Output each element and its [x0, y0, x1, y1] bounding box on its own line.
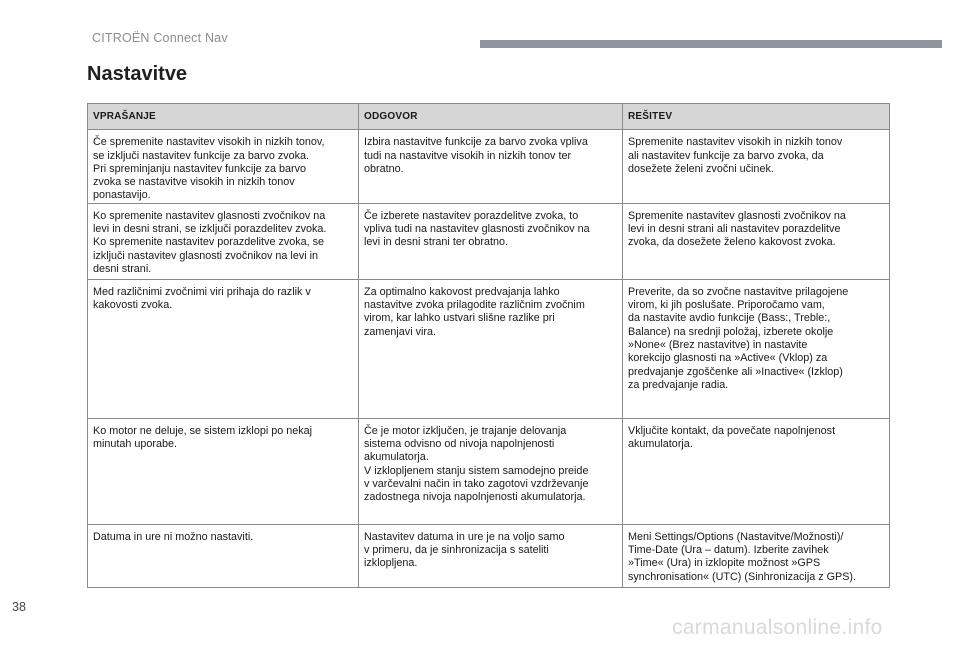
column-header-solution: REŠITEV — [623, 104, 890, 130]
question-cell: Ko spremenite nastavitev glasnosti zvočnikov na levi in desni strani, se izključi porazdelitev zvoka. Ko spremenite nastavitev porazdelitve zvoka, se izključi nastavitev glasnosti zvočnikov na levi in desni strani. — [88, 203, 359, 279]
table-header-row — [88, 104, 890, 130]
table-row — [88, 279, 890, 418]
solution-cell: Vključite kontakt, da povečate napolnjenost akumulatorja. — [623, 418, 890, 524]
answer-cell: Za optimalno kakovost predvajanja lahko nastavitve zvoka prilagodite različnim zvočnim virom, kar lahko ustvari slišne razlike pri zamenjavi vira. — [359, 279, 623, 418]
column-header-question: VPRAŠANJE — [88, 104, 359, 130]
watermark: carmanualsonline.info — [672, 616, 883, 639]
solution-cell: Spremenite nastavitev visokih in nizkih tonov ali nastavitev funkcije za barvo zvoka, da dosežete želeni zvočni učinek. — [623, 130, 890, 203]
column-header-answer: ODGOVOR — [359, 104, 623, 130]
question-cell: Če spremenite nastavitev visokih in nizkih tonov, se izključi nastavitev funkcije za barvo zvoka. Pri spreminjanju nastavitev funkcije za barvo zvoka se nastavitve visokih in nizkih tonov ponastavijo. — [88, 130, 359, 203]
table-row — [88, 524, 890, 587]
answer-cell: Če izberete nastavitev porazdelitve zvoka, to vpliva tudi na nastavitev glasnosti zvočnikov na levi in desni strani ter obratno. — [359, 203, 623, 279]
table-row — [88, 418, 890, 524]
answer-cell: Izbira nastavitve funkcije za barvo zvoka vpliva tudi na nastavitve visokih in nizkih tonov ter obratno. — [359, 130, 623, 203]
solution-cell: Meni Settings/Options (Nastavitve/Možnosti)/ Time-Date (Ura – datum). Izberite zavihek »Time« (Ura) in izklopite možnost »GPS synchronisation« (UTC) (Sinhronizacija z GPS). — [623, 524, 890, 587]
solution-cell: Spremenite nastavitev glasnosti zvočnikov na levi in desni strani ali nastavitev porazdelitve zvoka, da dosežete želeno kakovost zvoka. — [623, 203, 890, 279]
table-row — [88, 203, 890, 279]
troubleshooting-table — [87, 103, 890, 588]
question-cell: Ko motor ne deluje, se sistem izklopi po nekaj minutah uporabe. — [88, 418, 359, 524]
header-bar — [480, 40, 942, 48]
section-title: Nastavitve — [87, 63, 188, 85]
question-cell: Datuma in ure ni možno nastaviti. — [88, 524, 359, 587]
solution-cell: Preverite, da so zvočne nastavitve prilagojene virom, ki jih poslušate. Priporočamo vam, da nastavite avdio funkcije (Bass:, Treble:, Balance) na srednji položaj, izberete okolje »None« (Brez nastavitve) in nastavite korekcijo glasnosti na »Active« (Vklop) za predvajanje zgoščenke ali »Inactive« (Izklop) za predvajanje radia. — [623, 279, 890, 418]
answer-cell: Če je motor izključen, je trajanje delovanja sistema odvisno od nivoja napolnjenosti akumulatorja. V izklopljenem stanju sistem samodejno preide v varčevalni način in tako zagotovi vzdrževanje zadostnega nivoja napolnjenosti akumulatorja. — [359, 418, 623, 524]
page-number: 38 — [12, 600, 26, 614]
header-title: CITROËN Connect Nav — [92, 31, 228, 45]
answer-cell: Nastavitev datuma in ure je na voljo samo v primeru, da je sinhronizacija s sateliti izklopljena. — [359, 524, 623, 587]
question-cell: Med različnimi zvočnimi viri prihaja do razlik v kakovosti zvoka. — [88, 279, 359, 418]
table-row — [88, 130, 890, 203]
